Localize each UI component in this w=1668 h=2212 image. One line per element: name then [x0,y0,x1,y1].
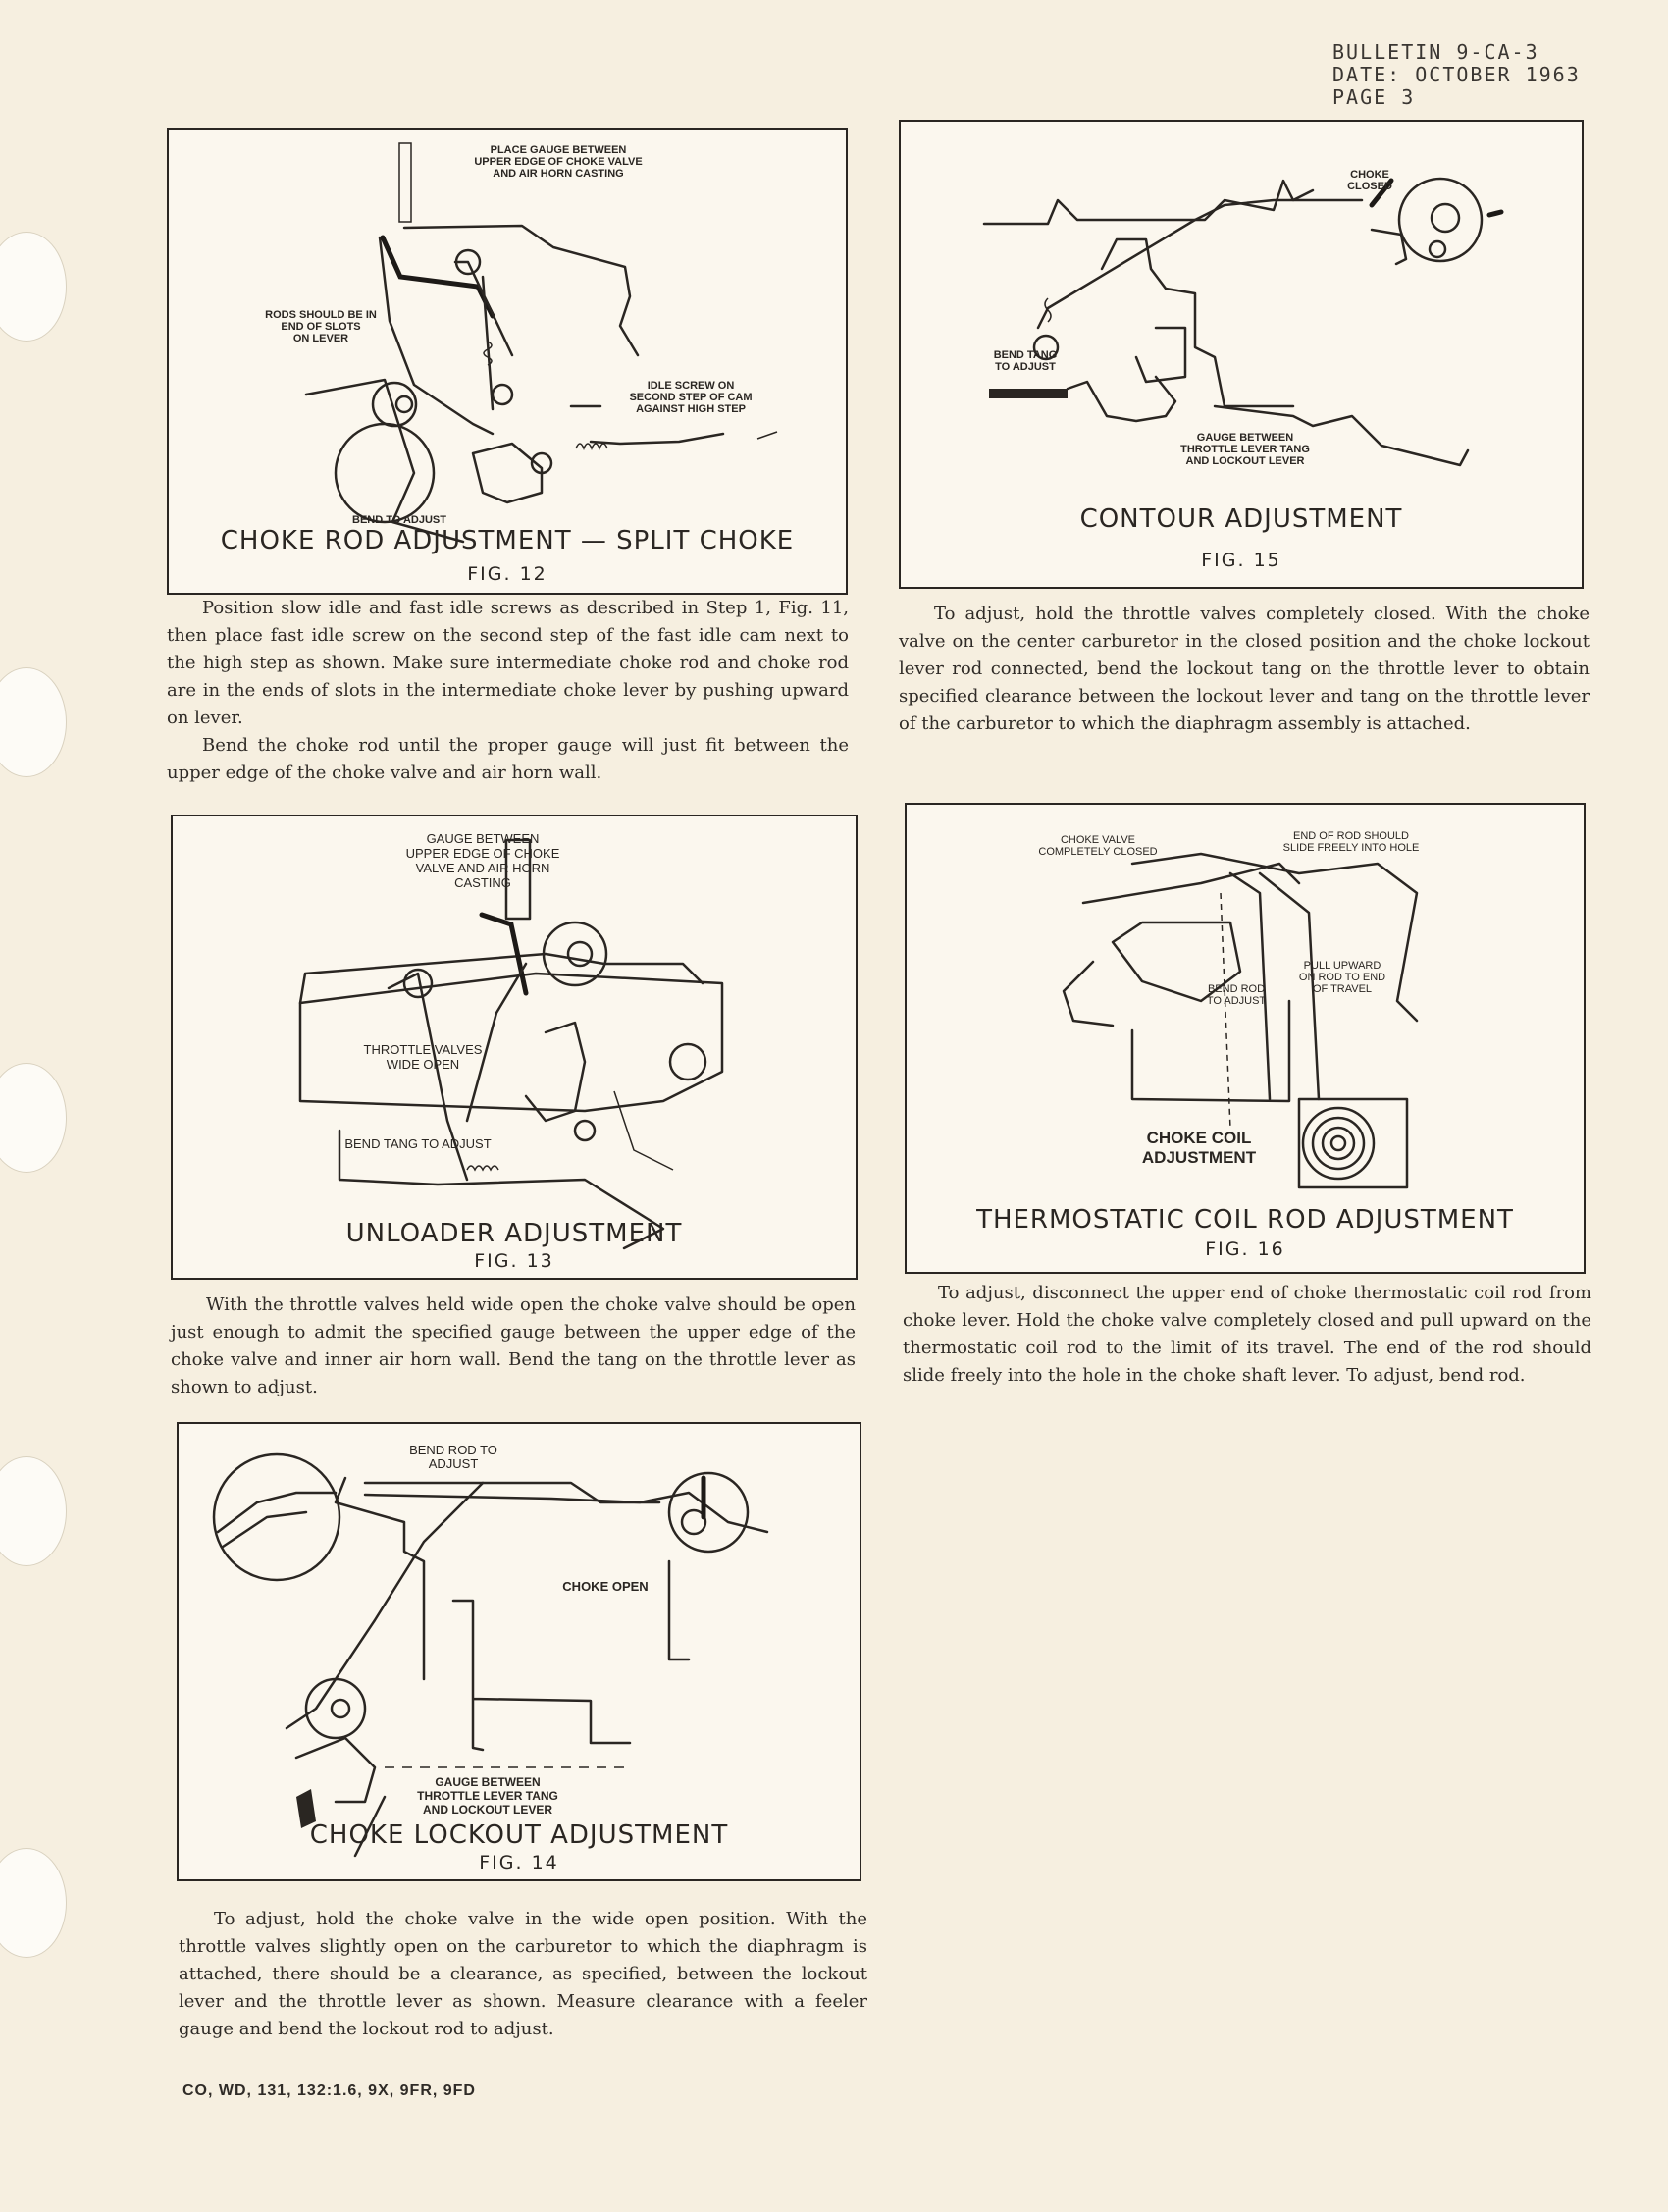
label-bend-tang: BEND TANG TO ADJUST [344,1136,492,1151]
fig15-text [899,601,1590,738]
label-choke-coil: CHOKE COIL ADJUSTMENT [1141,1129,1257,1167]
label-pull-upward: PULL UPWARD ON ROD TO END OF TRAVEL [1298,960,1386,995]
label-gauge-between: GAUGE BETWEEN UPPER EDGE OF CHOKE VALVE AND AIR HORN CASTING [405,831,560,890]
figure-16 [905,803,1586,1274]
fig16-text [903,1280,1591,1390]
fig12-text [167,595,849,787]
label-place-gauge: PLACE GAUGE BETWEEN UPPER EDGE OF CHOKE VALVE AND AIR HORN CASTING [474,144,643,180]
model-codes-footer: CO, WD, 131, 132:1.6, 9X, 9FR, 9FD [182,2082,476,2099]
choke-rod-diagram [169,130,846,593]
fig16-title: THERMOSTATIC COIL ROD ADJUSTMENT [976,1205,1514,1235]
label-bend-rod: BEND ROD TO ADJUST [1206,983,1267,1007]
bulletin-date: DATE: OCTOBER 1963 [1332,63,1581,86]
bulletin-page-number: PAGE 3 [1332,85,1416,109]
fig16-number: FIG. 16 [1205,1238,1285,1260]
fig15-title: CONTOUR ADJUSTMENT [1079,504,1403,534]
figure-15 [899,120,1584,589]
fig14-title: CHOKE LOCKOUT ADJUSTMENT [309,1820,729,1850]
binder-hole-1 [0,232,67,342]
fig14-number: FIG. 14 [479,1852,559,1873]
fig15-paragraph-1: To adjust, hold the throttle valves completely closed. With the choke valve on the center carburetor in the closed position and the choke lockout lever rod connected, bend the lockout tang on the throttle lever to obtain specified clearance between the lockout lever and tang on the throttle lever of the carburetor to which the diaphragm assembly is attached. [899,604,1590,734]
label-end-of-rod: END OF ROD SHOULD SLIDE FREELY INTO HOLE [1282,830,1420,854]
label-gauge-between: GAUGE BETWEEN THROTTLE LEVER TANG AND LOCKOUT LEVER [417,1775,558,1817]
label-bend-tang: BEND TANG TO ADJUST [993,349,1058,373]
fig12-title: CHOKE ROD ADJUSTMENT — SPLIT CHOKE [220,526,795,555]
figure-13 [171,815,858,1280]
fig14-text [179,1906,867,2043]
bulletin-header [1332,41,1646,109]
bulletin-number: BULLETIN 9-CA-3 [1332,40,1539,64]
label-idle-screw: IDLE SCREW ON SECOND STEP OF CAM AGAINST HIGH STEP [629,380,753,415]
fig13-text [171,1291,856,1401]
thermostatic-coil-diagram [907,805,1584,1272]
fig13-number: FIG. 13 [474,1250,554,1272]
fig15-number: FIG. 15 [1201,550,1281,571]
fig13-paragraph-1: With the throttle valves held wide open the choke valve should be open just enough to admit the specified gauge between the upper edge of the choke valve and inner air horn wall. Bend the tang on the throttle lever as shown to adjust. [171,1294,856,1397]
label-bend-adjust: BEND TO ADJUST [352,514,446,526]
figure-14 [177,1422,861,1881]
fig12-paragraph-1: Position slow idle and fast idle screws as described in Step 1, Fig. 11, then place fast idle screw on the second step of the fast idle cam next to the high step as shown. Make sure intermediate choke rod and choke rod are in the ends of slots in the intermediate choke lever by pushing upward on lever. [167,598,849,728]
label-bend-rod: BEND ROD TO ADJUST [409,1443,497,1471]
fig14-paragraph-1: To adjust, hold the choke valve in the wide open position. With the throttle valves slightly open on the carburetor to which the diaphragm is attached, there should be a clearance, as specified, between the lockout lever and the throttle lever as shown. Measure clearance with a feeler gauge and bend the lockout rod to adjust. [179,1909,867,2039]
binder-hole-2 [0,667,67,777]
label-choke-valve-closed: CHOKE VALVE COMPLETELY CLOSED [1038,834,1158,858]
fig12-paragraph-2: Bend the choke rod until the proper gauge will just fit between the upper edge of the choke valve and air horn wall. [167,735,849,783]
binder-hole-3 [0,1063,67,1173]
label-choke-closed: CHOKE CLOSED [1347,169,1392,192]
label-choke-open: CHOKE OPEN [562,1579,649,1594]
fig13-title: UNLOADER ADJUSTMENT [345,1219,683,1248]
figure-12 [167,128,848,595]
binder-hole-4 [0,1456,67,1566]
label-gauge-between: GAUGE BETWEEN THROTTLE LEVER TANG AND LOCKOUT LEVER [1180,432,1310,467]
fig16-paragraph-1: To adjust, disconnect the upper end of choke thermostatic coil rod from choke lever. Hold the choke valve completely closed and pull upward on the thermostatic coil rod to the limit of its travel. The end of the rod should slide freely into the hole in the choke shaft lever. To adjust, bend rod. [903,1283,1591,1386]
binder-hole-5 [0,1848,67,1958]
label-rods-slots: RODS SHOULD BE IN END OF SLOTS ON LEVER [265,309,377,344]
fig12-number: FIG. 12 [467,563,547,585]
label-throttle-open: THROTTLE VALVES WIDE OPEN [363,1042,483,1072]
